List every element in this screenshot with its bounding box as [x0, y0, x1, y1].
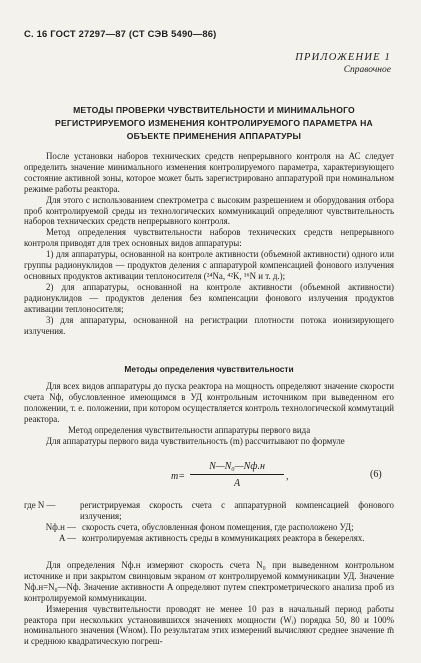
formula-fraction [190, 461, 284, 489]
equation-number: (6) [370, 469, 382, 480]
methods-text [24, 381, 394, 446]
paragraph: Для этого с использованием спектрометра с высоким разрешением и оборудования отбора проб контролируемой среды из технологических коммуникаций определяют чувствительность наборов технических средств непрерывного контроля. [24, 194, 394, 227]
definition-text: регистрируемая скорость счета с аппаратурной компенсацией фонового излучения; [80, 500, 394, 521]
definition-term: где N — [24, 500, 56, 510]
appendix-subtitle: Справочное [343, 65, 391, 75]
intro-text [24, 151, 394, 336]
page-header: С. 16 ГОСТ 27297—87 (СТ СЭВ 5490—86) [24, 28, 217, 39]
paragraph: Измерения чувствительности проводят не менее 10 раз в начальный период работы реактора при нескольких установившихся значениях мощности (Wᵢ) порядка 50, 80 и 100% номинального значения (Wном). По результатам этих измерений вычисляют среднее значение m̄ и среднюю квадратическую погреш- [24, 603, 394, 647]
appendix-label [295, 52, 391, 75]
paragraph: Для аппаратуры первого вида чувствительность (m) рассчитывают по формуле [46, 435, 345, 446]
paragraph: Для определения Nф.н измеряют скорость счета N₀ при выведенном контрольном источнике и при закрытом свинцовым экраном от контролируемой коммуникации УД. Значение Nф.н=N₀—Nф. Значение активности A определяют путем спектрометрического анализа проб из контролируемой коммуникации. [24, 560, 394, 603]
definition-row [24, 522, 394, 533]
section-title: МЕТОДЫ ПРОВЕРКИ ЧУВСТВИТЕЛЬНОСТИ И МИНИМАЛЬНОГО РЕГИСТРИРУЕМОГО ИЗМЕНЕНИЯ КОНТРОЛИРУЕМОГО ПАРАМЕТРА НА ОБЪЕКТЕ ПРИМЕНЕНИЯ АППАРАТУРЫ [55, 105, 373, 141]
variable-definitions [24, 500, 394, 544]
method-heading: Метод определения чувствительности аппаратуры первого вида [68, 424, 311, 435]
paragraph: Для всех видов аппаратуры до пуска реактора на мощность определяют значение скорости счета Nф, обусловленное имеющимся в УД контрольным источником при выведенном его положении, т. е. положении, при котором осуществляется контроль технологической коммутаций реактора. [24, 381, 394, 424]
paragraph: Метод определения чувствительности наборов технических средств непрерывного контроля приводят для трех основных видов аппаратуры: [24, 227, 394, 249]
subsection-title: Методы определения чувствительности [124, 364, 294, 374]
definition-text: скорость счета, обусловленная фоном помещения, где расположено УД; [82, 521, 354, 532]
definition-text: контролируемая активность среды в коммуникациях реактора в бекерелях. [82, 532, 365, 543]
formula-numerator: N—N₀—Nф.н [190, 461, 284, 475]
list-item: 2) для аппаратуры, основанной на контроле активности (объемной активности) радионуклидов — продуктов деления без компенсации фонового излучения продуктов активации теплоносителя; [24, 281, 394, 314]
list-item: 3) для аппаратуры, основанной на регистрации плотности потока ионизирующего излучения. [24, 314, 394, 336]
definition-row [24, 533, 394, 544]
formula-6 [24, 458, 394, 498]
paragraph: После установки наборов технических средств непрерывного контроля на АС следует определить значение минимального изменения контролируемого параметра, характеризующего состояние активной зоны, которое может быть зарегистрировано аппаратурой при номинальном режиме работы реактора. [24, 151, 394, 194]
definition-term: A — [58, 532, 76, 543]
list-item: 1) для аппаратуры, основанной на контроле активности (объемной активности) одного или группы радионуклидов — продуктов деления с аппаратурой компенсацией фонового излучения основных продуктов активации теплоносителя (²⁴Na, ⁴²K, ¹⁶N и т. д.); [24, 249, 394, 281]
formula-denominator: A [233, 478, 241, 489]
definition-term: Nф.н — [45, 521, 76, 532]
formula-comma: , [286, 471, 289, 482]
definition-row [24, 500, 394, 522]
formula-lhs: m= [171, 471, 185, 482]
appendix-title: ПРИЛОЖЕНИЕ 1 [295, 52, 391, 63]
closing-text [24, 560, 394, 647]
